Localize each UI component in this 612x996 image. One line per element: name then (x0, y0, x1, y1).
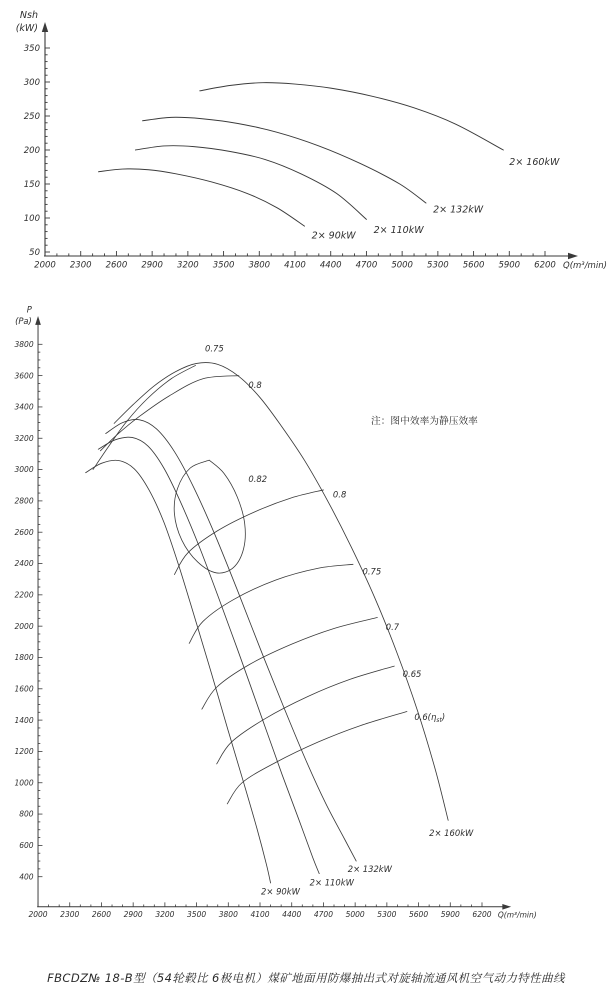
y-tick-label: 2000 (14, 621, 34, 631)
y-axis-title: Nsh (19, 10, 38, 21)
contour-label-eta-0.75-lower: 0.75 (362, 566, 382, 577)
x-axis-title: Q(m³/min) (497, 910, 537, 920)
y-tick-label: 200 (23, 146, 40, 156)
x-tick-label: 5000 (391, 260, 413, 271)
x-tick-label: 5600 (409, 909, 429, 919)
y-tick-label: 150 (23, 180, 40, 190)
y-tick-label: 1200 (14, 747, 34, 757)
contour-label-eta-0.8-upper: 0.8 (248, 380, 262, 391)
y-tick-label: 800 (19, 809, 34, 819)
x-tick-label: 4100 (250, 909, 270, 919)
x-tick-label: 4400 (282, 909, 302, 919)
x-tick-label: 2900 (141, 260, 163, 271)
x-tick-label: 4100 (284, 260, 306, 271)
note-text: 注：图中效率为静压效率 (371, 416, 478, 428)
y-tick-label: 1400 (14, 715, 34, 725)
y-tick-label: 3200 (14, 433, 34, 443)
curve-label-2x110kW-pressure: 2× 110kW (309, 877, 354, 888)
y-tick-label: 1600 (14, 684, 34, 694)
x-tick-label: 5600 (462, 260, 485, 271)
curve-2x90kW-pressure (86, 460, 271, 883)
curve-label-2x90kW-power: 2× 90kW (311, 230, 356, 242)
y-tick-label: 250 (23, 112, 40, 122)
x-tick-label: 5300 (427, 260, 449, 271)
x-tick-label: 4700 (355, 260, 378, 271)
curve-2x110kW-pressure (98, 437, 319, 873)
y-tick-label: 3600 (14, 371, 34, 381)
x-tick-label: 2000 (28, 909, 48, 919)
y-tick-label: 2600 (14, 527, 34, 537)
contour-eta-0.8-lower (174, 490, 323, 575)
contour-eta-0.65 (217, 666, 395, 764)
y-tick-label: 3400 (14, 402, 34, 412)
y-tick-label: 300 (23, 78, 40, 88)
curve-label-2x110kW-power: 2× 110kW (373, 224, 424, 236)
x-tick-label: 3500 (187, 909, 207, 919)
y-axis-title: (Pa) (15, 315, 32, 326)
curve-label-2x132kW-pressure: 2× 132kW (347, 864, 392, 875)
contour-label-eta-0.6: $0.6(\eta_{st})$ (414, 712, 446, 724)
x-tick-label: 5900 (440, 909, 460, 919)
y-tick-label: 3800 (14, 339, 34, 349)
y-tick-label: 2200 (14, 590, 34, 600)
curve-2x132kW-pressure (106, 419, 357, 861)
x-tick-label: 2600 (105, 260, 128, 271)
y-axis-arrow (35, 316, 41, 325)
y-axis-arrow (42, 22, 48, 32)
y-tick-label: 2400 (14, 559, 34, 569)
y-tick-label: 350 (23, 44, 40, 54)
curve-2x132kW-power (143, 117, 426, 203)
x-tick-label: 6200 (534, 260, 556, 271)
x-tick-label: 5300 (377, 909, 397, 919)
x-tick-label: 4700 (313, 909, 333, 919)
contour-eta-0.75-lower (189, 564, 353, 643)
x-tick-label: 3200 (177, 260, 199, 271)
x-tick-label: 2300 (69, 260, 92, 271)
curve-label-2x160kW-power: 2× 160kW (509, 156, 560, 168)
curve-label-2x132kW-power: 2× 132kW (433, 204, 484, 216)
x-axis-arrow (502, 904, 511, 910)
contour-label-eta-0.75-upper: 0.75 (205, 343, 224, 354)
curve-2x110kW-power (135, 146, 366, 220)
x-tick-label: 2300 (60, 909, 80, 919)
x-tick-label: 2000 (34, 260, 56, 271)
x-tick-label: 3800 (248, 260, 271, 271)
x-tick-label: 2900 (123, 909, 143, 919)
curve-2x160kW-power (200, 83, 504, 150)
contour-label-eta-0.82-loop: 0.82 (248, 474, 268, 485)
curve-label-2x160kW-pressure: 2× 160kW (429, 827, 474, 838)
figure-caption: FBCDZ№ 18-B型（54轮毂比 6极电机）煤矿地面用防爆抽出式对旋轴流通风机空气动力特性曲线 (47, 971, 565, 985)
x-tick-label: 2600 (91, 909, 111, 919)
contour-eta-0.7 (202, 618, 377, 710)
y-tick-label: 600 (19, 841, 34, 851)
contour-label-eta-0.7: 0.7 (385, 622, 400, 633)
y-tick-label: 100 (23, 214, 40, 224)
x-axis-title: Q(m³/min) (563, 261, 607, 271)
x-tick-label: 3500 (212, 260, 235, 271)
x-tick-label: 5900 (498, 260, 521, 271)
y-tick-label: 1800 (14, 653, 34, 663)
pressure-chart (0, 276, 612, 968)
x-tick-label: 5000 (345, 909, 365, 919)
y-tick-label: 50 (29, 248, 40, 258)
y-tick-label: 400 (19, 872, 34, 882)
x-tick-label: 3800 (218, 909, 238, 919)
x-tick-label: 3200 (155, 909, 175, 919)
y-axis-title: P (26, 304, 32, 315)
y-tick-label: 1000 (14, 778, 34, 788)
y-axis-title: (kW) (15, 23, 38, 34)
curve-label-2x90kW-pressure: 2× 90kW (261, 886, 300, 897)
power-chart (0, 0, 612, 276)
contour-label-eta-0.8-lower: 0.8 (332, 489, 347, 500)
x-tick-label: 6200 (472, 909, 492, 919)
contour-eta-0.75-upper (93, 365, 196, 469)
curve-2x160kW-pressure (114, 363, 448, 821)
y-tick-label: 2800 (14, 496, 34, 506)
contour-label-eta-0.65: 0.65 (402, 669, 422, 680)
contour-eta-0.8-upper (100, 376, 238, 451)
curve-2x90kW-power (99, 169, 305, 226)
x-tick-label: 4400 (319, 260, 342, 271)
y-tick-label: 3000 (14, 465, 34, 475)
x-axis-arrow (568, 253, 578, 259)
